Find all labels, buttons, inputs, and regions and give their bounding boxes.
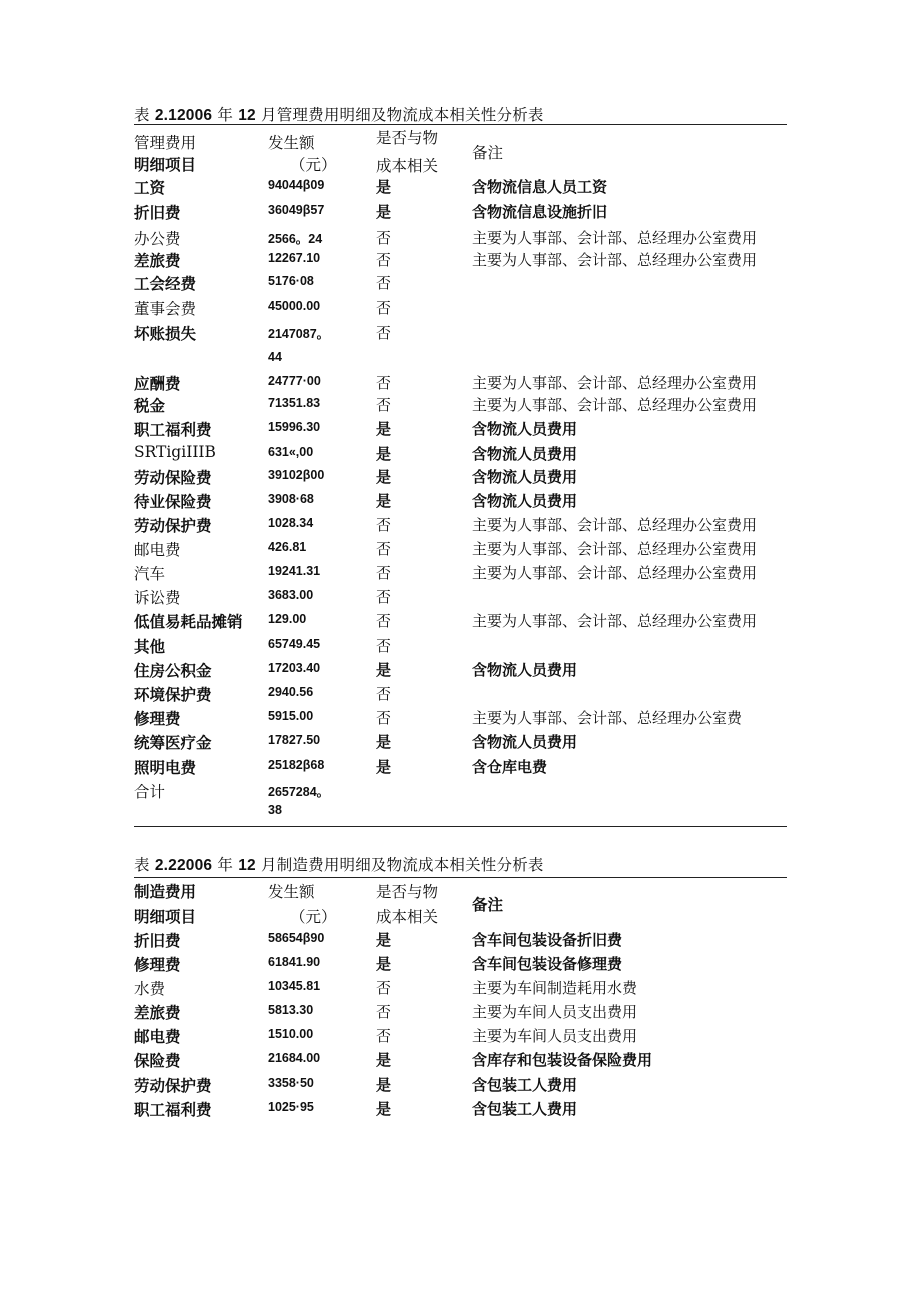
row-amount: 25182β68 — [268, 758, 325, 772]
row-item-name: 工资 — [134, 180, 166, 197]
row-item-name: 邮电费 — [134, 541, 181, 559]
row-related-flag: 否 — [376, 979, 392, 997]
row-related-flag: 否 — [376, 685, 392, 703]
row-related-flag: 是 — [376, 446, 392, 463]
row-amount: 3683.00 — [268, 588, 314, 602]
row-item-name: 办公费 — [134, 230, 181, 248]
row-related-flag: 是 — [376, 179, 392, 196]
row-related-flag: 否 — [376, 274, 392, 292]
row-amount: 61841.90 — [268, 955, 321, 969]
row-related-flag: 否 — [376, 564, 392, 582]
row-amount-continued: 44 — [268, 350, 282, 364]
table1-header-item: 管理费用 — [134, 134, 197, 152]
row-amount: 10345.81 — [268, 979, 321, 993]
row-item-name: 职工福利费 — [134, 1102, 212, 1119]
row-amount: 2566。24 — [268, 232, 323, 246]
table1-top-rule — [134, 124, 787, 125]
row-related-flag: 是 — [376, 1077, 392, 1094]
row-note: 主要为车间制造耗用水费 — [472, 979, 638, 997]
row-amount: 65749.45 — [268, 637, 321, 651]
table2-header-item-2: 明细项目 — [134, 909, 197, 926]
row-related-flag: 是 — [376, 734, 392, 751]
row-related-flag: 是 — [376, 204, 392, 221]
row-related-flag: 是 — [376, 956, 392, 973]
row-amount: 58654β90 — [268, 931, 325, 945]
table1-header-related-2: 成本相关 — [376, 157, 439, 175]
row-note: 主要为人事部、会计部、总经理办公室费用 — [472, 229, 758, 247]
row-related-flag: 否 — [376, 540, 392, 558]
row-related-flag: 否 — [376, 396, 392, 414]
row-item-name: 水费 — [134, 980, 166, 998]
row-note: 主要为人事部、会计部、总经理办公室费用 — [472, 516, 758, 534]
row-note: 含物流人员费用 — [472, 446, 578, 463]
row-related-flag: 否 — [376, 516, 392, 534]
row-amount: 15996.30 — [268, 420, 321, 434]
row-amount: 129.00 — [268, 612, 307, 626]
row-amount: 1028.34 — [268, 516, 314, 530]
row-note: 含物流人员费用 — [472, 469, 578, 486]
row-note: 含物流信息人员工资 — [472, 179, 608, 196]
row-note: 含仓库电费 — [472, 759, 548, 776]
row-related-flag: 是 — [376, 662, 392, 679]
row-note: 含车间包装设备修理费 — [472, 956, 623, 973]
row-item-name: 税金 — [134, 398, 166, 415]
row-related-flag: 否 — [376, 251, 392, 269]
row-related-flag: 否 — [376, 324, 392, 342]
row-item-name: 坏账损失 — [134, 326, 197, 343]
row-note: 主要为人事部、会计部、总经理办公室费用 — [472, 564, 758, 582]
row-item-name: 劳动保护费 — [134, 1078, 212, 1095]
row-related-flag: 是 — [376, 759, 392, 776]
row-note: 含车间包装设备折旧费 — [472, 932, 623, 949]
row-item-name: 照明电费 — [134, 760, 197, 777]
row-note: 含物流人员费用 — [472, 734, 578, 751]
row-related-flag: 否 — [376, 374, 392, 392]
row-related-flag: 是 — [376, 493, 392, 510]
row-note: 主要为车间人员支出费用 — [472, 1003, 638, 1021]
row-item-name: 劳动保险费 — [134, 470, 212, 487]
row-related-flag: 否 — [376, 1027, 392, 1045]
row-amount: 426.81 — [268, 540, 307, 554]
row-note: 主要为人事部、会计部、总经理办公室费用 — [472, 396, 758, 414]
row-related-flag: 否 — [376, 299, 392, 317]
table1-caption: 表 2.12006 年 12 月管理费用明细及物流成本相关性分析表 — [134, 106, 544, 124]
row-amount: 5813.30 — [268, 1003, 314, 1017]
row-amount: 5176·08 — [268, 274, 314, 288]
row-amount: 39102β00 — [268, 468, 325, 482]
row-item-name: 汽车 — [134, 565, 166, 583]
row-item-name: 修理费 — [134, 957, 181, 974]
row-item-name: 应酬费 — [134, 376, 181, 393]
row-amount: 45000.00 — [268, 299, 321, 313]
row-amount: 2147087。 — [268, 327, 330, 341]
row-item-name: 工会经费 — [134, 276, 197, 293]
table2-header-item: 制造费用 — [134, 884, 197, 901]
row-amount: 2940.56 — [268, 685, 314, 699]
row-related-flag: 否 — [376, 588, 392, 606]
row-note: 含包装工人费用 — [472, 1101, 578, 1118]
row-item-name: SRTigiIIIB — [134, 443, 216, 461]
row-item-name: 职工福利费 — [134, 422, 212, 439]
table1-header-amount: 发生额 — [268, 134, 315, 152]
row-amount: 631«,00 — [268, 445, 314, 459]
row-amount: 36049β57 — [268, 203, 325, 217]
row-note: 主要为人事部、会计部、总经理办公室费用 — [472, 374, 758, 392]
row-related-flag: 否 — [376, 229, 392, 247]
row-item-name: 邮电费 — [134, 1029, 181, 1046]
row-item-name: 其他 — [134, 639, 166, 656]
table1-header-item-2: 明细项目 — [134, 157, 197, 174]
row-amount: 1510.00 — [268, 1027, 314, 1041]
row-item-name: 低值易耗品摊销 — [134, 614, 243, 631]
table1-header-amount-unit: （元） — [290, 156, 337, 174]
row-item-name: 折旧费 — [134, 205, 181, 222]
row-note: 主要为人事部、会计部、总经理办公室费用 — [472, 540, 758, 558]
table2-caption: 表 2.22006 年 12 月制造费用明细及物流成本相关性分析表 — [134, 856, 544, 874]
row-item-name: 董事会费 — [134, 300, 197, 318]
row-amount: 94044β09 — [268, 178, 325, 192]
row-note: 主要为人事部、会计部、总经理办公室费 — [472, 709, 743, 727]
row-note: 含物流信息设施折旧 — [472, 204, 608, 221]
row-related-flag: 是 — [376, 932, 392, 949]
table2-top-rule — [134, 877, 787, 878]
row-related-flag: 是 — [376, 421, 392, 438]
row-item-name: 统筹医疗金 — [134, 735, 212, 752]
row-item-name: 差旅费 — [134, 253, 181, 270]
row-note: 含包装工人费用 — [472, 1077, 578, 1094]
row-amount: 71351.83 — [268, 396, 321, 410]
row-related-flag: 否 — [376, 637, 392, 655]
row-item-name: 劳动保护费 — [134, 518, 212, 535]
row-amount: 17827.50 — [268, 733, 321, 747]
row-note: 主要为人事部、会计部、总经理办公室费用 — [472, 251, 758, 269]
row-amount: 19241.31 — [268, 564, 321, 578]
row-item-name: 修理费 — [134, 711, 181, 728]
row-related-flag: 是 — [376, 1052, 392, 1069]
row-note: 含物流人员费用 — [472, 421, 578, 438]
row-amount: 3358·50 — [268, 1076, 314, 1090]
row-item-name: 住房公积金 — [134, 663, 212, 680]
row-item-name: 差旅费 — [134, 1005, 181, 1022]
row-amount: 1025·95 — [268, 1100, 314, 1114]
table2-header-note: 备注 — [472, 897, 504, 914]
row-item-name: 折旧费 — [134, 933, 181, 950]
row-amount: 3908·68 — [268, 492, 314, 506]
row-item-name: 合计 — [134, 783, 166, 801]
row-note: 含物流人员费用 — [472, 493, 578, 510]
row-related-flag: 是 — [376, 1101, 392, 1118]
row-amount: 2657284。 — [268, 785, 330, 799]
row-amount: 12267.10 — [268, 251, 321, 265]
table2-header-related: 是否与物 — [376, 883, 439, 901]
row-related-flag: 否 — [376, 709, 392, 727]
row-item-name: 诉讼费 — [134, 589, 181, 607]
table1-header-related: 是否与物 — [376, 129, 439, 147]
table1-header-note: 备注 — [472, 144, 504, 162]
row-item-name: 保险费 — [134, 1053, 181, 1070]
row-item-name: 环境保护费 — [134, 687, 212, 704]
row-note: 主要为人事部、会计部、总经理办公室费用 — [472, 612, 758, 630]
table1-bottom-rule — [134, 826, 787, 827]
row-amount: 17203.40 — [268, 661, 321, 675]
table2-header-amount: 发生额 — [268, 883, 315, 901]
row-amount: 5915.00 — [268, 709, 314, 723]
row-related-flag: 是 — [376, 469, 392, 486]
row-amount-continued: 38 — [268, 803, 282, 817]
row-amount: 24777·00 — [268, 374, 321, 388]
row-related-flag: 否 — [376, 1003, 392, 1021]
table2-header-related-2: 成本相关 — [376, 908, 439, 926]
table2-header-amount-unit: （元） — [290, 908, 337, 926]
row-note: 主要为车间人员支出费用 — [472, 1027, 638, 1045]
row-amount: 21684.00 — [268, 1051, 321, 1065]
row-note: 含物流人员费用 — [472, 662, 578, 679]
row-related-flag: 否 — [376, 612, 392, 630]
row-item-name: 待业保险费 — [134, 494, 212, 511]
row-note: 含库存和包装设备保险费用 — [472, 1052, 653, 1069]
